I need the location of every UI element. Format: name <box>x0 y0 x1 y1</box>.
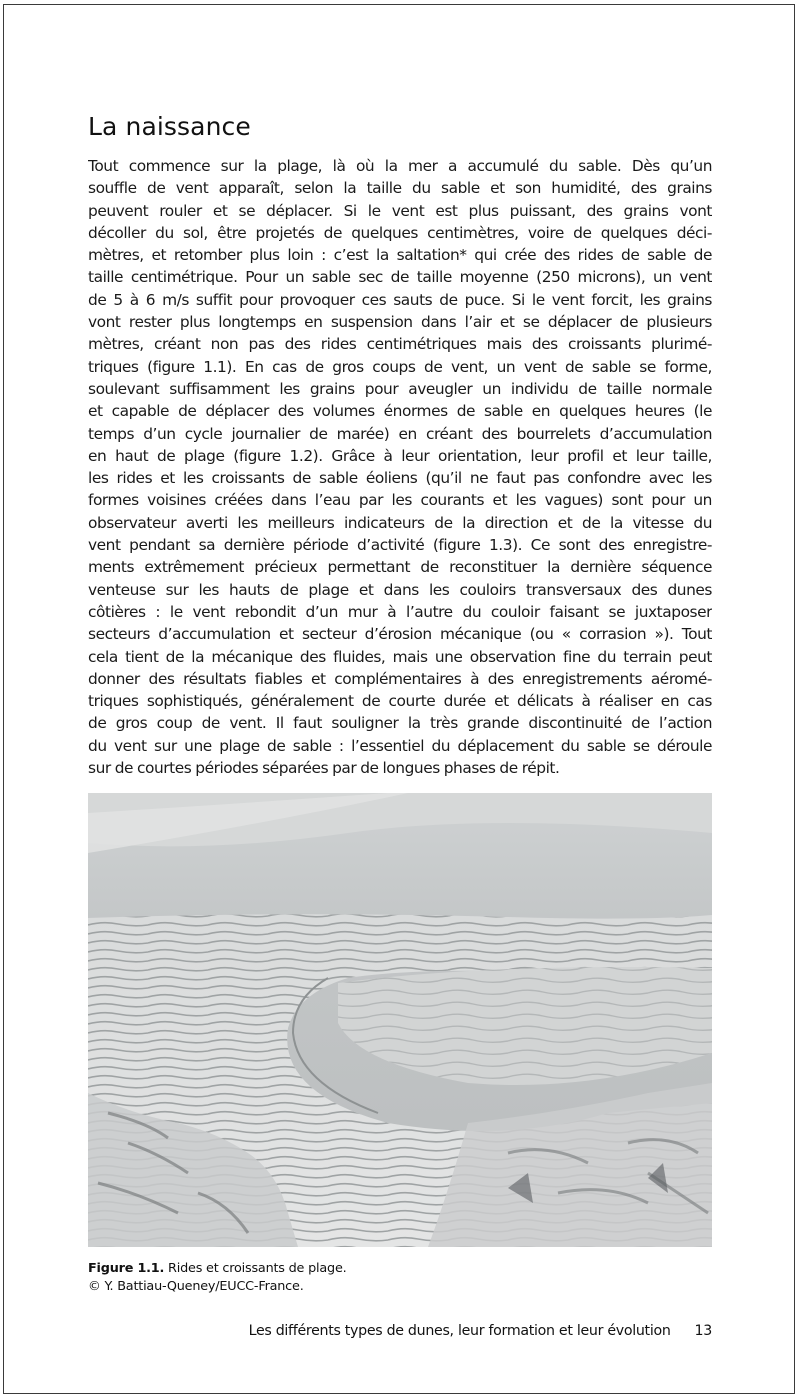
body-line: et capable de déplacer des volumes énormes de sable en quelques heures (le <box>88 402 712 421</box>
body-line: venteuse sur les hauts de plage et dans les couloirs transversaux des dunes <box>88 580 712 599</box>
section-title: La naissance <box>88 112 251 141</box>
body-line: en haut de plage (figure 1.2). Grâce à leur orientation, leur profil et leur taille, <box>88 446 712 465</box>
body-line: formes voisines créées dans l’eau par les courants et les vagues) sont pour un <box>88 491 712 510</box>
body-line: de 5 à 6 m/s suffit pour provoquer ces sauts de puce. Si le vent forcit, les grains <box>88 290 712 309</box>
body-line: de gros coup de vent. Il faut souligner la très grande discontinuité de l’action <box>88 714 712 733</box>
body-line: peuvent rouler et se déplacer. Si le vent est plus puissant, des grains vont <box>88 201 712 220</box>
body-line: Tout commence sur la plage, là où la mer a accumulé du sable. Dès qu’un <box>88 157 712 175</box>
body-line: triques (figure 1.1). En cas de gros coups de vent, un vent de sable se forme, <box>88 357 712 376</box>
body-line: souffle de vent apparaît, selon la taille du sable et son humidité, des grains <box>88 179 712 198</box>
body-line: soulevant suffisamment les grains pour aveugler un individu de taille normale <box>88 379 712 398</box>
body-text <box>88 155 712 779</box>
body-line: du vent sur une plage de sable : l’essentiel du déplacement du sable se déroule <box>88 736 712 755</box>
body-line: décoller du sol, être projetés de quelques centimètres, voire de quelques déci- <box>88 223 712 242</box>
figure-caption <box>88 1260 346 1296</box>
figure-photo-sand-ripples <box>88 793 712 1247</box>
body-line: vent pendant sa dernière période d’activité (figure 1.3). Ce sont des enregistre- <box>88 536 712 555</box>
figure-credit: © Y. Battiau-Queney/EUCC-France. <box>88 1279 304 1294</box>
body-line: les rides et les croissants de sable éoliens (qu’il ne faut pas confondre avec les <box>88 469 712 488</box>
body-line: vont rester plus longtemps en suspension dans l’air et se déplacer de plusieurs <box>88 313 712 332</box>
figure-caption-text: Rides et croissants de plage. <box>164 1261 347 1276</box>
body-line: cela tient de la mécanique des fluides, mais une observation fine du terrain peut <box>88 647 712 666</box>
body-line: mètres, créant non pas des rides centimétriques mais des croissants plurimé- <box>88 335 712 354</box>
body-line: temps d’un cycle journalier de marée) en créant des bourrelets d’accumulation <box>88 424 712 443</box>
body-line: triques sophistiqués, généralement de courte durée et délicats à réaliser en cas <box>88 692 712 711</box>
body-line: observateur averti les meilleurs indicateurs de la direction et de la vitesse du <box>88 513 712 532</box>
page-footer <box>248 1323 712 1339</box>
running-title: Les différents types de dunes, leur formation et leur évolution <box>248 1323 671 1339</box>
body-line: ments extrêmement précieux permettant de reconstituer la dernière séquence <box>88 558 712 577</box>
body-line: donner des résultats fiables et complémentaires à des enregistrements aéromé- <box>88 669 712 688</box>
body-line: côtières : le vent rebondit d’un mur à l’autre du couloir faisant se juxtaposer <box>88 602 712 621</box>
body-line: secteurs d’accumulation et secteur d’érosion mécanique (ou « corrasion »). Tout <box>88 625 712 644</box>
page-number: 13 <box>694 1323 712 1339</box>
figure-label: Figure 1.1. <box>88 1261 165 1276</box>
body-line: sur de courtes périodes séparées par de longues phases de répit. <box>88 759 560 778</box>
body-line: mètres, et retomber plus loin : c’est la saltation* qui crée des rides de sable de <box>88 246 712 265</box>
body-line: taille centimétrique. Pour un sable sec de taille moyenne (250 microns), un vent <box>88 268 712 287</box>
